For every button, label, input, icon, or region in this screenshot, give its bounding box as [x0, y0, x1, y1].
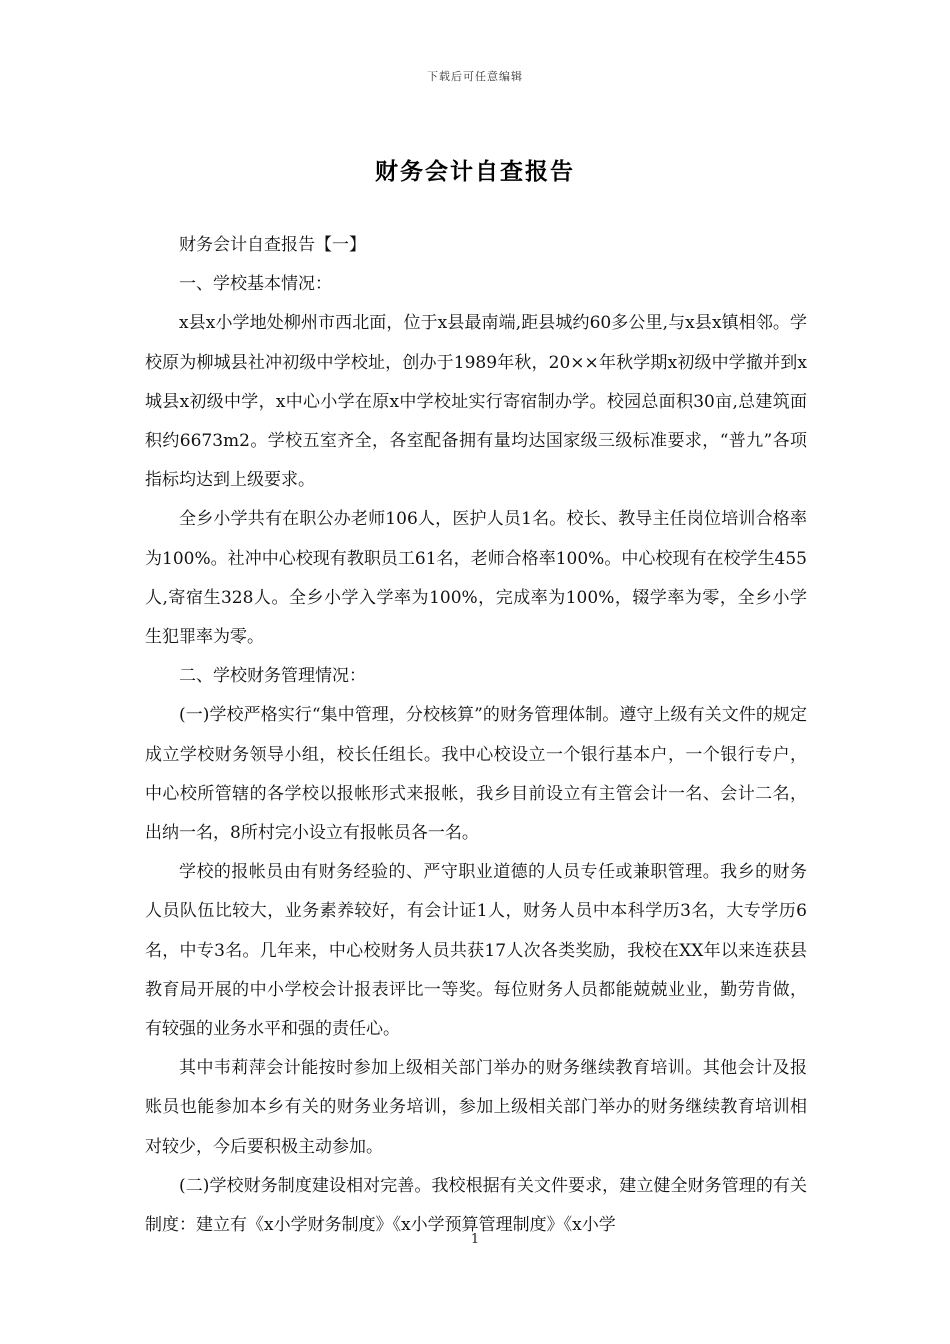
document-body: [145, 226, 807, 1245]
paragraph-training: 其中韦莉萍会计能按时参加上级相关部门举办的财务继续教育培训。其他会计及报账员也能参加本乡有关的财务业务培训，参加上级相关部门举办的财务继续教育培训相对较少，今后要积极主动参加。: [145, 1058, 807, 1157]
page-number: 1: [470, 1232, 480, 1247]
paragraph-management-system: (一)学校严格实行“集中管理，分校核算”的财务管理体制。遵守上级有关文件的规定成立学校财务领导小组，校长任组长。我中心校设立一个银行基本户，一个银行专户，中心校所管辖的各学校以报帐形式来报帐，我乡目前设立有主管会计一名、会计二名，出纳一名，8所村完小设立有报帐员各一名。: [145, 705, 807, 844]
section-heading-basic-info: 一、学校基本情况：: [179, 274, 332, 295]
paragraph-school-location: x县x小学地处柳州市西北面，位于x县最南端,距县城约60多公里,与x县x镇相邻。学校原为柳城县社冲初级中学校址，创办于1989年秋，20××年秋学期x初级中学撤并到x城县x初级中学，x中心小学在原x中学校址实行寄宿制办学。校园总面积30亩,总建筑面积约6673m2。学校五室齐全，各室配备拥有量均达国家级三级标准要求，“普九”各项指标均达到上级要求。: [145, 313, 808, 491]
paragraph-accounting-staff: 学校的报帐员由有财务经验的、严守职业道德的人员专任或兼职管理。我乡的财务人员队伍比较大，业务素养较好，有会计证1人，财务人员中本科学历3名，大专学历6名，中专3名。几年来，中心校财务人员共获17人次各类奖励，我校在XX年以来连获县教育局开展的中小学校会计报表评比一等奖。每位财务人员都能兢兢业业，勤劳肯做，有较强的业务水平和强的责任心。: [145, 862, 807, 1040]
section-heading-report-one: 财务会计自查报告【一】: [179, 235, 366, 255]
paragraph-staff-students: 全乡小学共有在职公办老师106人，医护人员1名。校长、教导主任岗位培训合格率为100%。社冲中心校现有教职员工61名，老师合格率100%。中心校现有在校学生455人,寄宿生328人。全乡小学入学率为100%，完成率为100%，辍学率为零，全乡小学生犯罪率为零。: [145, 509, 807, 648]
document-title: 财务会计自查报告: [375, 158, 575, 185]
paragraph-financial-rules: (二)学校财务制度建设相对完善。我校根据有关文件要求，建立健全财务管理的有关制度：建立有《x小学财务制度》《x小学预算管理制度》《x小学: [145, 1175, 807, 1236]
section-heading-finance-management: 二、学校财务管理情况：: [179, 666, 366, 687]
header-note: 下载后可任意编辑: [427, 70, 523, 83]
